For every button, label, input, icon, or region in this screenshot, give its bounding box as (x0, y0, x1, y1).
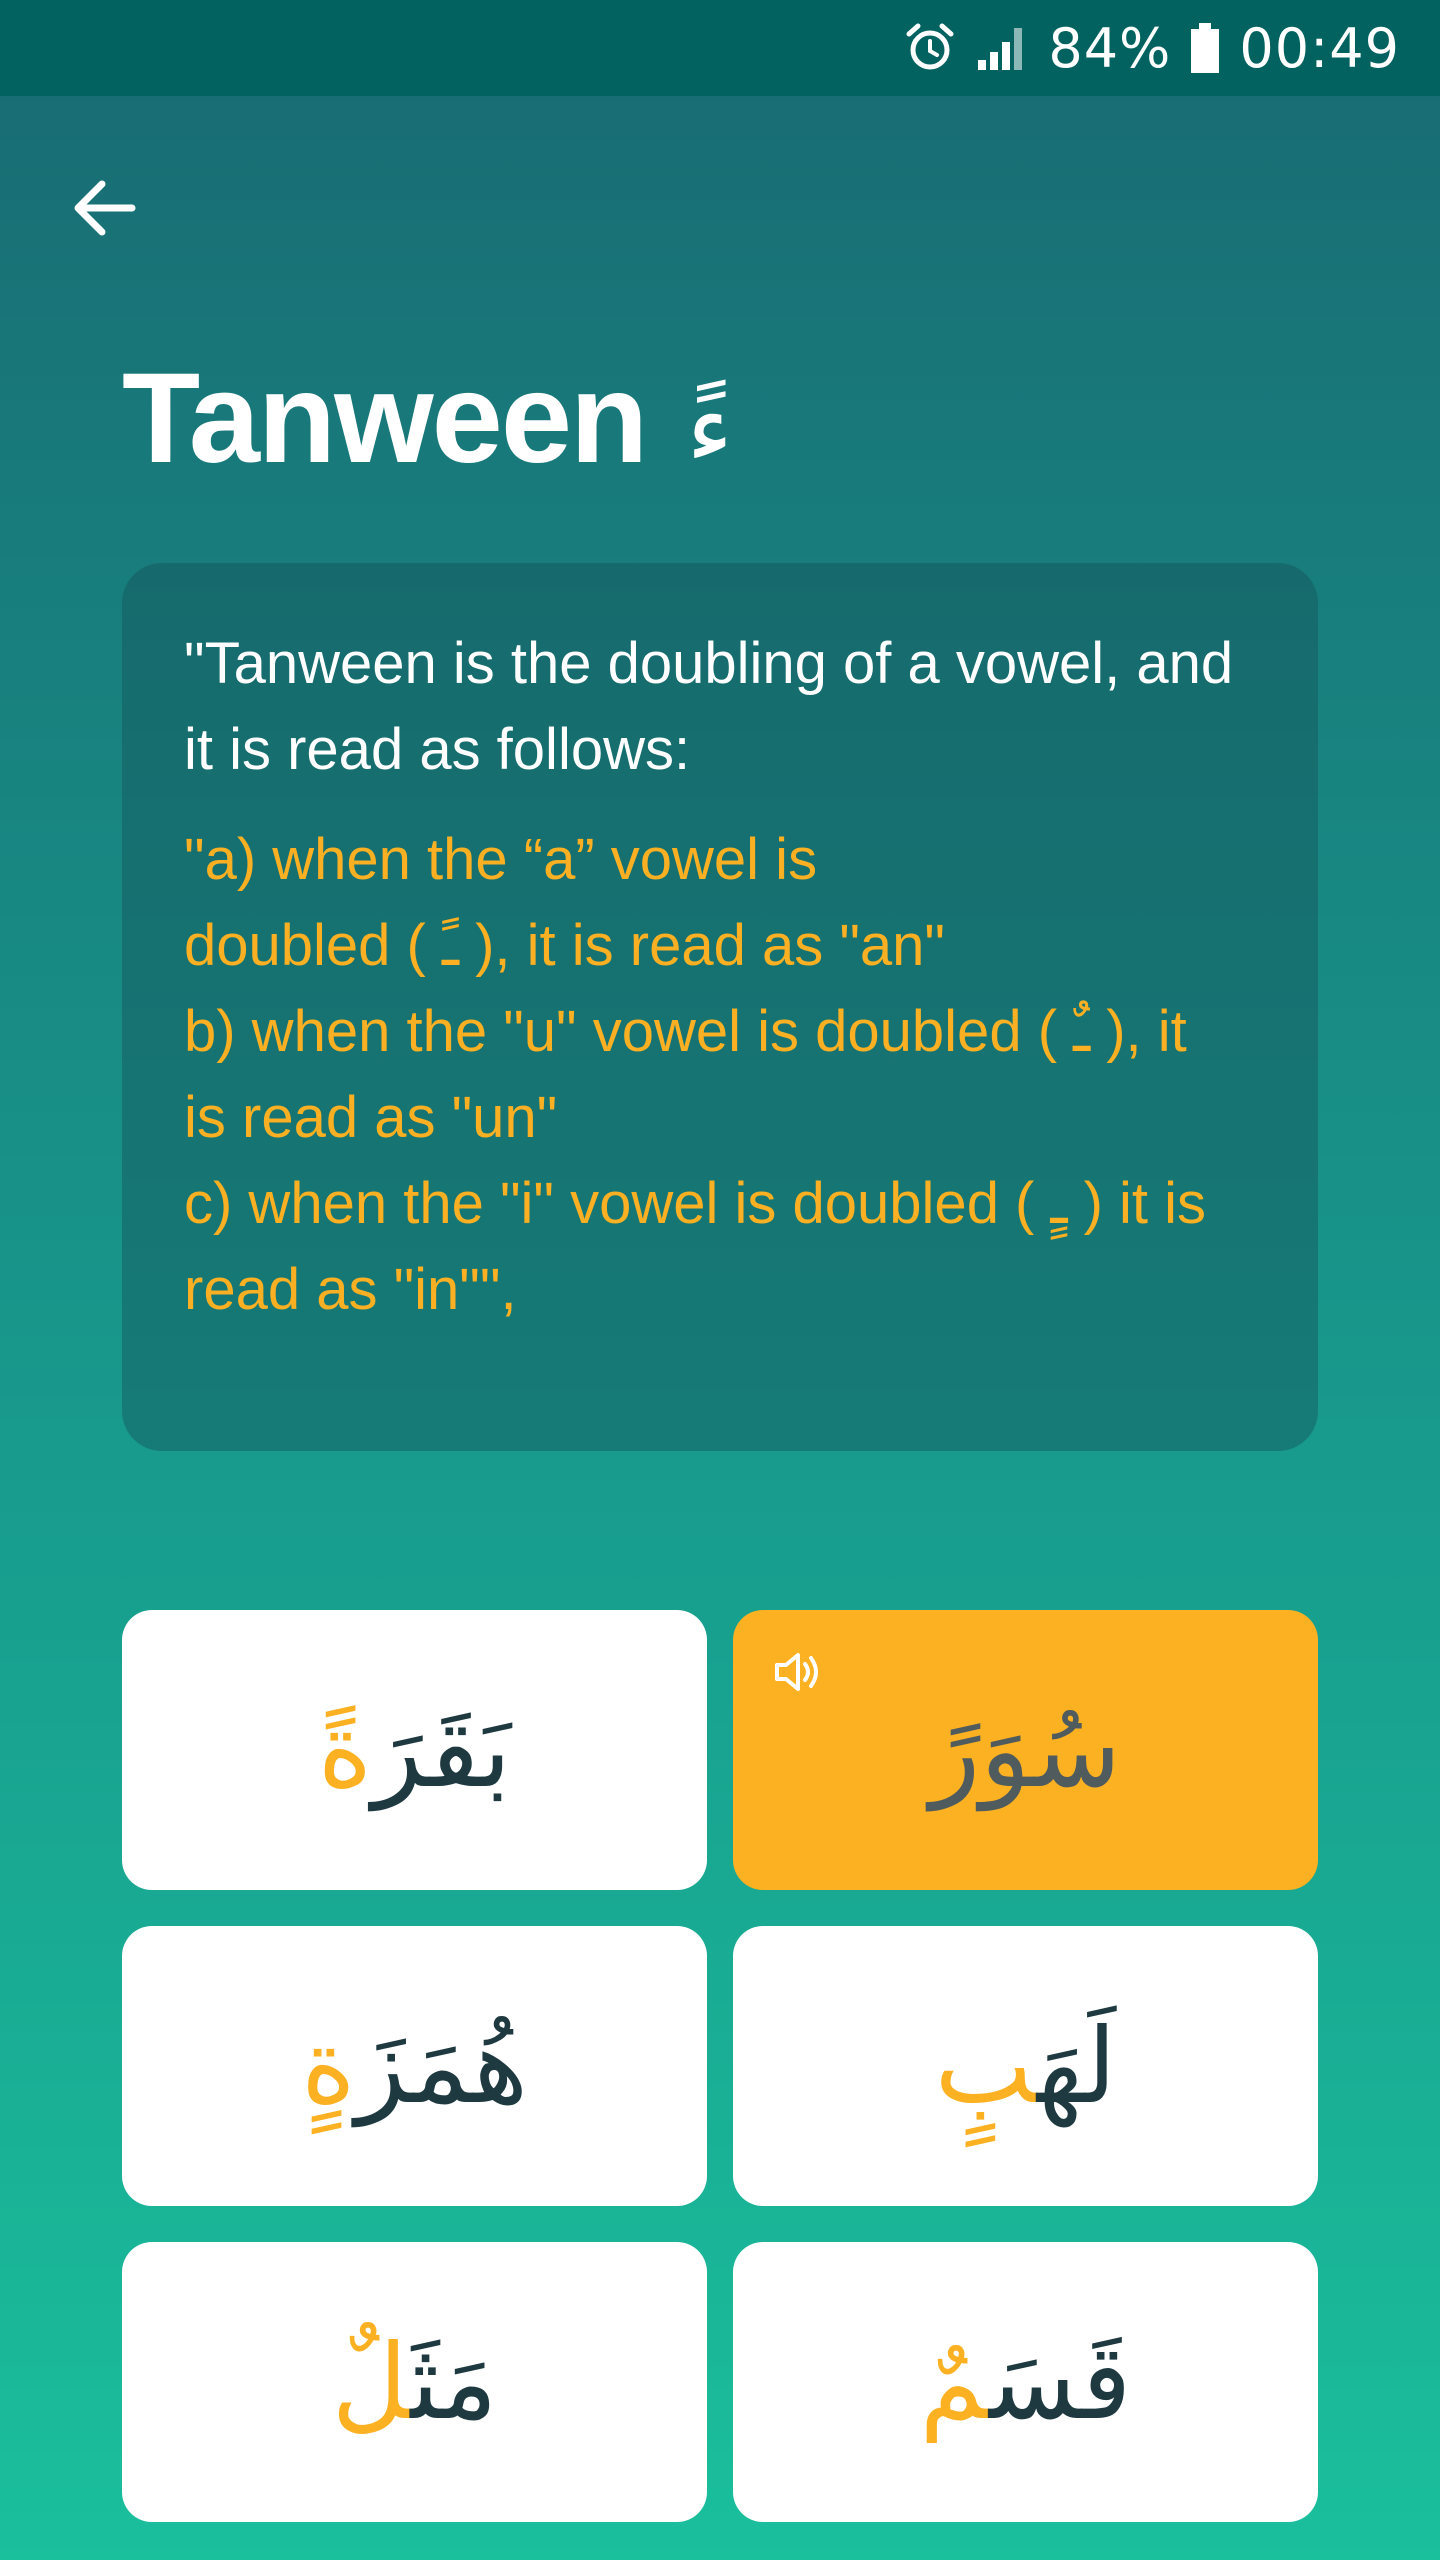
title-arabic-glyph: ءً (686, 369, 734, 486)
arabic-word: سُوَرً (929, 1689, 1122, 1811)
clock: 00:49 (1239, 16, 1400, 80)
word-card-lahabin[interactable] (733, 1926, 1318, 2206)
tanween-ending: ةٍ (301, 2005, 356, 2127)
page-title (122, 345, 733, 492)
alarm-icon (904, 22, 956, 74)
rule-line: is read as "un" (184, 1085, 558, 1150)
arabic-word: بَقَرَةً (317, 1689, 512, 1811)
rule-line: "a) when the “a” vowel is (184, 827, 818, 892)
word-grid (122, 1610, 1318, 2522)
rule-line: doubled ( ـً ), it is read as "an" (184, 913, 946, 978)
arrow-left-icon (68, 176, 140, 240)
arabic-word: هُمَزَةٍ (301, 2005, 528, 2127)
signal-icon (974, 22, 1030, 74)
battery-percent: 84% (1048, 16, 1172, 80)
status-bar (0, 0, 1440, 96)
tanween-ending: مٌ (919, 2321, 989, 2443)
arabic-word: لَهَبٍ (934, 2005, 1117, 2127)
arabic-word: قَسَمٌ (919, 2321, 1132, 2443)
tanween-ending: ةً (317, 1689, 373, 1811)
rule-line: read as "in"", (184, 1257, 517, 1322)
word-card-mathalun[interactable] (122, 2242, 707, 2522)
rule-line: c) when the "i" vowel is doubled ( ـٍ ) it is (184, 1171, 1207, 1236)
word-card-baqaratan[interactable] (122, 1610, 707, 1890)
page-title-text: Tanween (122, 347, 647, 490)
info-card (122, 563, 1318, 1451)
info-rules (184, 817, 1256, 1333)
tanween-ending: لٌ (331, 2321, 411, 2443)
rule-line: b) when the "u" vowel is doubled ( ـٌ ), it (184, 999, 1187, 1064)
back-button[interactable] (60, 168, 148, 248)
speaker-icon[interactable] (771, 1646, 823, 1698)
word-card-qasamun[interactable] (733, 2242, 1318, 2522)
arabic-word: مَثَلٌ (331, 2321, 498, 2443)
battery-icon (1189, 21, 1221, 75)
tanween-ending: بٍ (934, 2005, 1037, 2127)
word-card-suwaran[interactable] (733, 1610, 1318, 1890)
word-card-humazatin[interactable] (122, 1926, 707, 2206)
info-intro: "Tanween is the doubling of a vowel, and it is read as follows: (184, 631, 1234, 782)
